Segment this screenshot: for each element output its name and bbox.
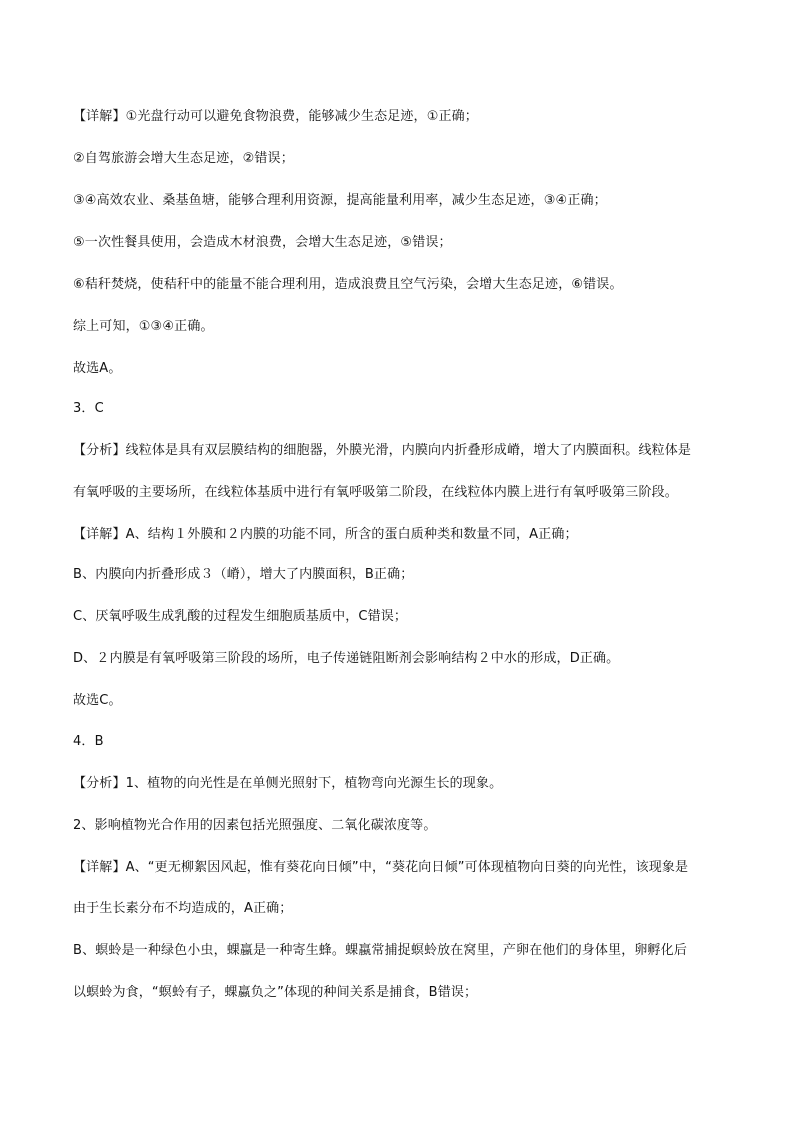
text-line: D、２内膜是有氧呼吸第三阶段的场所，电子传递链阻断剂会影响结构２中水的形成，D正确。 <box>73 651 620 666</box>
text-line: 【分析】线粒体是具有双层膜结构的细胞器，外膜光滑，内膜向内折叠形成嵴，增大了内膜面积。线粒体是 <box>73 443 692 458</box>
text-line: B、内膜向内折叠形成３（嵴），增大了内膜面积，B正确； <box>73 567 414 582</box>
question-number: 4．B <box>73 734 104 749</box>
text-line: 【分析】1、植物的向光性是在单侧光照射下，植物弯向光源生长的现象。 <box>73 776 503 791</box>
text-line: 【详解】A、结构１外膜和２内膜的功能不同，所含的蛋白质种类和数量不同，A正确； <box>73 527 578 542</box>
text-line: 故选A。 <box>73 361 122 376</box>
text-line: 由于生长素分布不均造成的，A正确； <box>73 901 293 916</box>
text-line: ⑤一次性餐具使用，会造成木材浪费，会增大生态足迹，⑤错误； <box>73 235 452 250</box>
text-line: ⑥秸秆焚烧，使秸秆中的能量不能合理利用，造成浪费且空气污染，会增大生态足迹，⑥错误。 <box>73 277 623 292</box>
text-line: 以螟蛉为食，“螟蛉有子，蜾蠃负之”体现的种间关系是捕食，B错误； <box>73 985 478 1000</box>
text-line: ③④高效农业、桑基鱼塘，能够合理利用资源，提高能量利用率，减少生态足迹，③④正确； <box>73 193 607 208</box>
text-line: C、厌氧呼吸生成乳酸的过程发生细胞质基质中，C错误； <box>73 609 408 624</box>
text-line: B、螟蛉是一种绿色小虫，蜾蠃是一种寄生蜂。蜾蠃常捕捉螟蛉放在窝里，产卵在他们的身体里，卵孵化后 <box>73 943 687 958</box>
text-line: 故选C。 <box>73 693 122 708</box>
text-line: 2、影响植物光合作用的因素包括光照强度、二氧化碳浓度等。 <box>73 818 437 833</box>
question-number: 3．C <box>73 401 104 416</box>
text-line: 有氧呼吸的主要场所，在线粒体基质中进行有氧呼吸第二阶段，在线粒体内膜上进行有氧呼吸第三阶段。 <box>73 485 678 500</box>
text-line: 综上可知，①③④正确。 <box>73 319 214 334</box>
text-line: 【详解】①光盘行动可以避免食物浪费，能够减少生态足迹，①正确； <box>73 109 478 124</box>
text-line: ②自驾旅游会增大生态足迹，②错误； <box>73 151 294 166</box>
text-line: 【详解】A、“更无柳絮因风起，惟有葵花向日倾”中，“葵花向日倾”可体现植物向日葵的向光性，该现象是 <box>73 860 689 875</box>
